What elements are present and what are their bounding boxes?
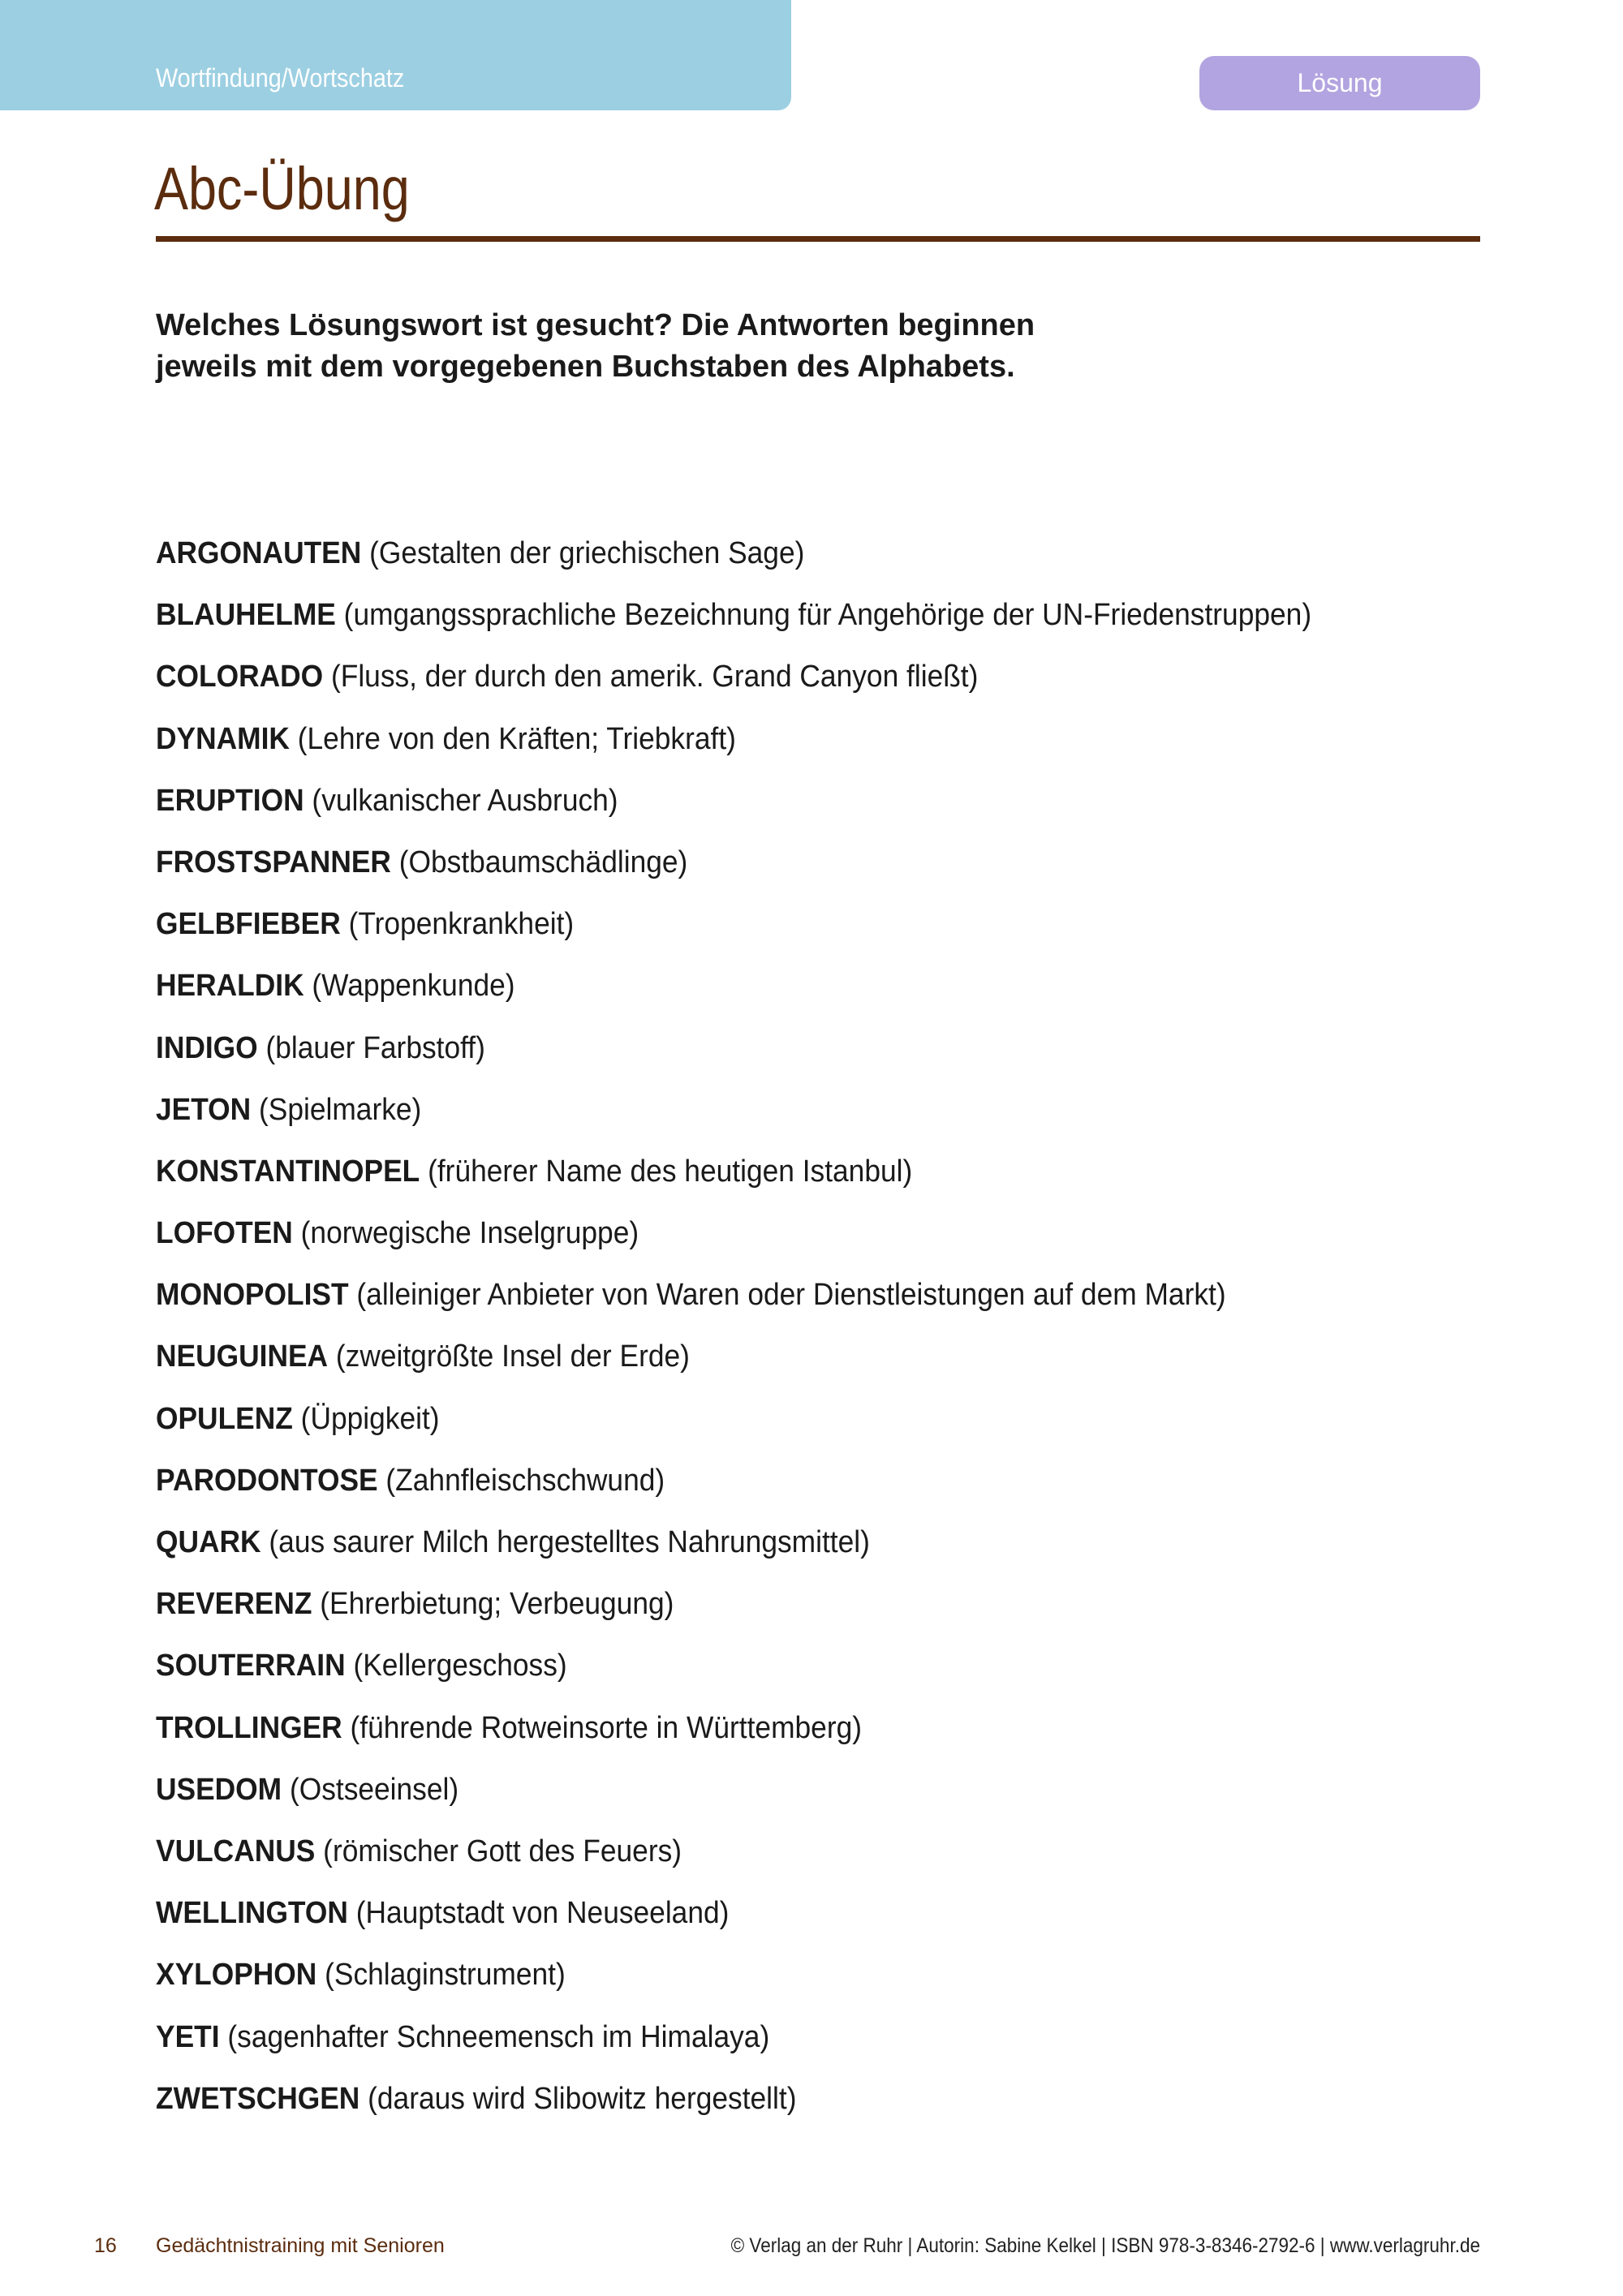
list-item: [156, 779, 1311, 841]
list-item: [156, 1582, 1311, 1644]
list-item: [156, 1088, 1311, 1150]
answer-hint: (vulkanischer Ausbruch): [312, 783, 618, 818]
list-item: [156, 1211, 1311, 1273]
list-item: [156, 1026, 1311, 1088]
answer-hint: (daraus wird Slibowitz hergestellt): [368, 2081, 797, 2116]
answer-hint: (früherer Name des heutigen Istanbul): [428, 1154, 913, 1189]
answer-word: YETI: [156, 2019, 220, 2054]
list-item: [156, 1273, 1311, 1335]
answer-hint: (Wappenkunde): [312, 969, 515, 1004]
answer-word: ERUPTION: [156, 783, 304, 818]
list-item: [156, 655, 1311, 716]
list-item: [156, 1768, 1311, 1829]
solution-badge: Lösung: [1199, 56, 1480, 110]
page-title: Abc-Übung: [154, 155, 410, 222]
list-item: [156, 902, 1311, 964]
title-divider: [156, 236, 1480, 242]
answer-hint: (Ostseeinsel): [289, 1772, 459, 1807]
answer-word: DYNAMIK: [156, 721, 290, 756]
answer-word: QUARK: [156, 1525, 261, 1559]
category-header-bar: [0, 0, 791, 110]
answer-word: OPULENZ: [156, 1401, 293, 1436]
answer-hint: (Gestalten der griechischen Sage): [369, 536, 805, 570]
answer-hint: (sagenhafter Schneemensch im Himalaya): [227, 2019, 770, 2054]
answer-word: KONSTANTINOPEL: [156, 1154, 420, 1189]
answer-hint: (Obstbaumschädlinge): [398, 845, 688, 879]
answer-hint: (umgangssprachliche Bezeichnung für Angehörige der UN-Friedenstruppen): [343, 598, 1312, 633]
answer-word: LOFOTEN: [156, 1216, 293, 1251]
book-title: Gedächtnistraining mit Senioren: [156, 2234, 445, 2257]
answer-word: ZWETSCHGEN: [156, 2081, 360, 2116]
answer-word: SOUTERRAIN: [156, 1649, 346, 1683]
answer-word: ARGONAUTEN: [156, 536, 362, 570]
answer-word: GELBFIEBER: [156, 907, 341, 942]
list-item: [156, 964, 1311, 1025]
list-item: [156, 1953, 1311, 2014]
answer-word: HERALDIK: [156, 969, 304, 1004]
answer-word: TROLLINGER: [156, 1710, 342, 1745]
answer-hint: (norwegische Inselgruppe): [300, 1216, 639, 1251]
list-item: [156, 1829, 1311, 1891]
list-item: [156, 1335, 1311, 1396]
answer-hint: (aus saurer Milch hergestelltes Nahrungsmittel): [269, 1525, 870, 1559]
answer-hint: (alleiniger Anbieter von Waren oder Dienstleistungen auf dem Markt): [356, 1278, 1226, 1313]
list-item: [156, 1520, 1311, 1582]
answer-word: COLORADO: [156, 660, 324, 694]
answer-word: FROSTSPANNER: [156, 845, 391, 879]
answer-hint: (Fluss, der durch den amerik. Grand Canyon fließt): [330, 660, 979, 694]
answer-hint: (Kellergeschoss): [353, 1649, 567, 1683]
answer-word: JETON: [156, 1092, 252, 1127]
answer-hint: (Spielmarke): [259, 1092, 422, 1127]
answer-hint: (Schlaginstrument): [325, 1958, 566, 1993]
answer-hint: (zweitgrößte Insel der Erde): [335, 1339, 690, 1374]
answer-hint: (Hauptstadt von Neuseeland): [355, 1896, 730, 1931]
list-item: [156, 1459, 1311, 1520]
list-item: [156, 1891, 1311, 1953]
answer-hint: (Tropenkrankheit): [348, 907, 575, 942]
answer-hint: (Üppigkeit): [300, 1401, 440, 1436]
list-item: [156, 1644, 1311, 1705]
list-item: [156, 841, 1311, 902]
instructions: Welches Lösungswort ist gesucht? Die Antworten beginnen jeweils mit dem vorgegebenen Buchstaben des Alphabets.: [156, 308, 1035, 384]
page-number: 16: [94, 2234, 117, 2257]
list-item: [156, 1150, 1311, 1211]
list-item: [156, 593, 1311, 655]
list-item: [156, 1397, 1311, 1459]
list-item: [156, 2015, 1311, 2077]
answer-list: [156, 531, 1398, 2139]
answer-word: WELLINGTON: [156, 1896, 348, 1931]
list-item: [156, 2077, 1311, 2139]
list-item: [156, 531, 1311, 593]
answer-hint: (führende Rotweinsorte in Württemberg): [350, 1710, 863, 1745]
answer-word: USEDOM: [156, 1772, 282, 1807]
list-item: [156, 717, 1311, 779]
answer-word: MONOPOLIST: [156, 1278, 349, 1313]
answer-hint: (Ehrerbietung; Verbeugung): [320, 1587, 674, 1622]
answer-word: REVERENZ: [156, 1587, 312, 1622]
copyright-line: © Verlag an der Ruhr | Autorin: Sabine Kelkel | ISBN 978-3-8346-2792-6 | www.verlagruhr.de: [730, 2234, 1480, 2257]
answer-word: BLAUHELME: [156, 598, 336, 633]
answer-hint: (Lehre von den Kräften; Triebkraft): [297, 721, 736, 756]
answer-word: VULCANUS: [156, 1834, 316, 1868]
answer-hint: (römischer Gott des Feuers): [323, 1834, 682, 1868]
list-item: [156, 1706, 1311, 1768]
answer-hint: (blauer Farbstoff): [265, 1030, 485, 1065]
answer-word: INDIGO: [156, 1030, 258, 1065]
category-label: Wortfindung/Wortschatz: [156, 63, 405, 92]
answer-hint: (Zahnfleischschwund): [385, 1463, 665, 1498]
answer-word: PARODONTOSE: [156, 1463, 378, 1498]
answer-word: NEUGUINEA: [156, 1339, 329, 1374]
answer-word: XYLOPHON: [156, 1958, 317, 1993]
